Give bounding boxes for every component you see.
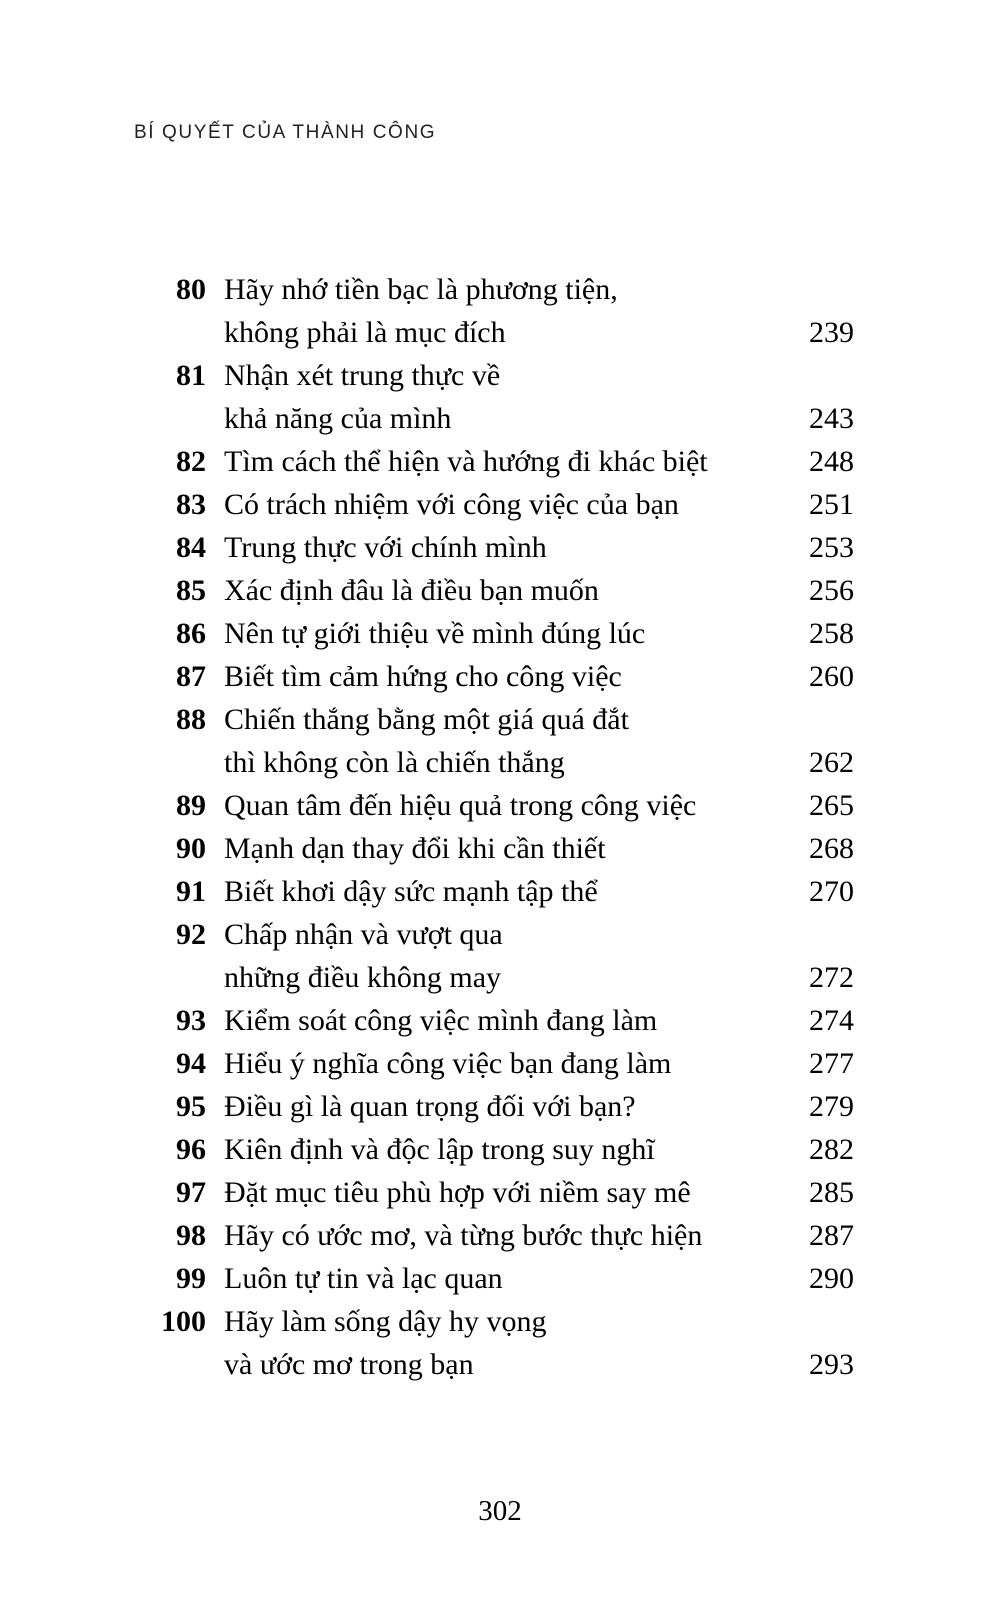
toc-entry-title: Đặt mục tiêu phù hợp với niềm say mê [224,1176,691,1209]
toc-entry-number: 90 [176,832,206,865]
toc-entry-number: 83 [176,488,206,521]
toc-entry-page-number: 285 [809,1176,854,1209]
toc-entry[interactable] [134,526,854,569]
toc-entry-page-number: 260 [809,660,854,693]
toc-entry-title: Nhận xét trung thực về [224,359,501,392]
toc-entry-page-number: 251 [809,488,854,521]
toc-entry[interactable] [134,354,854,440]
toc-entry-title: không phải là mục đích [224,316,506,349]
toc-entry-title: thì không còn là chiến thắng [224,746,565,779]
toc-entry[interactable] [134,784,854,827]
toc-entry-number: 92 [176,918,206,951]
toc-entry[interactable] [134,440,854,483]
toc-entry-number: 93 [176,1004,206,1037]
toc-entry-title: Mạnh dạn thay đổi khi cần thiết [224,832,606,865]
toc-entry-number: 96 [176,1133,206,1166]
toc-entry-line[interactable] [134,1042,854,1085]
toc-entry-page-number: 274 [809,1004,854,1037]
toc-entry[interactable] [134,612,854,655]
toc-entry-title: và ước mơ trong bạn [224,1348,474,1381]
toc-entry-page-number: 279 [809,1090,854,1123]
toc-entry-page-number: 287 [809,1219,854,1252]
toc-entry-title: Nên tự giới thiệu về mình đúng lúc [224,617,646,650]
toc-entry-line[interactable] [134,698,854,741]
toc-entry-number: 100 [161,1305,206,1338]
toc-entry-page-number: 272 [809,961,854,994]
toc-entry[interactable] [134,655,854,698]
toc-entry-line[interactable] [134,1257,854,1300]
toc-entry-line[interactable] [134,655,854,698]
toc-entry-line[interactable] [134,1300,854,1343]
toc-entry-title: Hiểu ý nghĩa công việc bạn đang làm [224,1047,672,1080]
toc-entry-title: những điều không may [224,961,502,994]
toc-entry-page-number: 268 [809,832,854,865]
toc-entry-number: 81 [176,359,206,392]
page-folio: 302 [478,1495,522,1527]
toc-entry-number: 95 [176,1090,206,1123]
toc-entry-title: Kiểm soát công việc mình đang làm [224,1004,658,1037]
toc-entry-number: 84 [176,531,206,564]
toc-entry-title: Quan tâm đến hiệu quả trong công việc [224,789,697,822]
toc-entry-title: Trung thực với chính mình [224,531,547,564]
toc-entry[interactable] [134,827,854,870]
toc-entry-page-number: 277 [809,1047,854,1080]
toc-entry[interactable] [134,999,854,1042]
toc-entry-number: 82 [176,445,206,478]
toc-entry[interactable] [134,569,854,612]
toc-entry-page-number: 290 [809,1262,854,1295]
toc-entry-title: Xác định đâu là điều bạn muốn [224,574,599,607]
toc-entry-number: 94 [176,1047,206,1080]
toc-entry[interactable] [134,1257,854,1300]
toc-entry-title: Chấp nhận và vượt qua [224,918,503,951]
toc-entry-number: 80 [176,273,206,306]
toc-entry-line[interactable] [134,956,854,999]
toc-entry[interactable] [134,1128,854,1171]
toc-entry-number: 86 [176,617,206,650]
toc-entry[interactable] [134,870,854,913]
toc-entry-line[interactable] [134,354,854,397]
toc-entry-line[interactable] [134,483,854,526]
toc-entry-page-number: 253 [809,531,854,564]
toc-entry-title: Hãy có ước mơ, và từng bước thực hiện [224,1219,703,1252]
toc-entry-line[interactable] [134,741,854,784]
toc-entry-title: Biết khơi dậy sức mạnh tập thể [224,875,598,908]
toc-entry-line[interactable] [134,397,854,440]
toc-entry-title: khả năng của mình [224,402,452,435]
toc-entry-title: Luôn tự tin và lạc quan [224,1262,503,1295]
toc-entry[interactable] [134,913,854,999]
toc-entry-title: Hãy nhớ tiền bạc là phương tiện, [224,273,618,306]
toc-entry-line[interactable] [134,1085,854,1128]
toc-entry-number: 98 [176,1219,206,1252]
toc-entry-page-number: 262 [809,746,854,779]
toc-entry[interactable] [134,483,854,526]
toc-entry[interactable] [134,1042,854,1085]
toc-entry-title: Biết tìm cảm hứng cho công việc [224,660,622,693]
toc-entry-line[interactable] [134,870,854,913]
toc-entry-line[interactable] [134,1171,854,1214]
toc-entry-page-number: 265 [809,789,854,822]
toc-entry-line[interactable] [134,1214,854,1257]
toc-entry[interactable] [134,698,854,784]
toc-entry-line[interactable] [134,268,854,311]
toc-entry[interactable] [134,268,854,354]
toc-entry-number: 99 [176,1262,206,1295]
toc-entry-page-number: 239 [809,316,854,349]
toc-entry-line[interactable] [134,784,854,827]
toc-entry-line[interactable] [134,913,854,956]
toc-entry-page-number: 270 [809,875,854,908]
toc-entry-page-number: 258 [809,617,854,650]
toc-entry-title: Có trách nhiệm với công việc của bạn [224,488,679,521]
toc-entry-title: Kiên định và độc lập trong suy nghĩ [224,1133,655,1166]
toc-entry-number: 97 [176,1176,206,1209]
toc-entry-number: 89 [176,789,206,822]
toc-entry-line[interactable] [134,1128,854,1171]
toc-entry-line[interactable] [134,1343,854,1386]
toc-entry-page-number: 282 [809,1133,854,1166]
toc-entry-title: Điều gì là quan trọng đối với bạn? [224,1090,636,1123]
toc-entry-title: Hãy làm sống dậy hy vọng [224,1305,547,1338]
toc-entry[interactable] [134,1300,854,1386]
toc-entry-title: Chiến thắng bằng một giá quá đắt [224,703,629,736]
toc-entry-line[interactable] [134,569,854,612]
toc-entry-page-number: 256 [809,574,854,607]
toc-entry-number: 88 [176,703,206,736]
running-head: BÍ QUYẾT CỦA THÀNH CÔNG [134,122,437,143]
toc-entry-page-number: 243 [809,402,854,435]
toc-entry-line[interactable] [134,311,854,354]
toc-entry-number: 91 [176,875,206,908]
table-of-contents [134,268,854,1386]
toc-entry-page-number: 248 [809,445,854,478]
toc-entry-line[interactable] [134,999,854,1042]
toc-entry-number: 87 [176,660,206,693]
toc-entry[interactable] [134,1171,854,1214]
toc-entry-line[interactable] [134,440,854,483]
toc-entry-page-number: 293 [809,1348,854,1381]
toc-entry-line[interactable] [134,612,854,655]
toc-entry-line[interactable] [134,526,854,569]
toc-entry-line[interactable] [134,827,854,870]
toc-entry[interactable] [134,1214,854,1257]
toc-entry[interactable] [134,1085,854,1128]
toc-entry-title: Tìm cách thể hiện và hướng đi khác biệt [224,445,708,478]
toc-entry-number: 85 [176,574,206,607]
